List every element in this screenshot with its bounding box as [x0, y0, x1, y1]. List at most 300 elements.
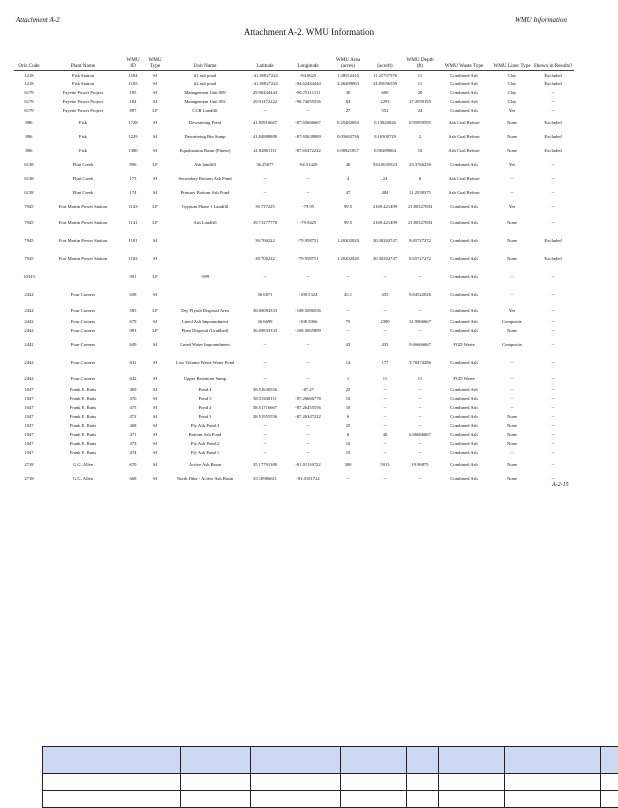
cell-wmu-depth: 11: [404, 71, 436, 80]
footer-header-cell: [43, 747, 181, 774]
cell-waste-type: Combined Ash: [436, 286, 492, 304]
cell-wmu-type: SI: [144, 386, 166, 395]
cell-shown-in-results: --: [532, 214, 574, 232]
footer-cell: [251, 774, 341, 791]
cell-latitude: 36.25677: [244, 158, 286, 172]
cell-plant-name: Frank E. Ratts: [44, 440, 122, 449]
table-row: [14, 472, 574, 486]
cell-wmu-type: SI: [144, 130, 166, 144]
cell-wmu-type: SI: [144, 440, 166, 449]
footer-cell: [439, 774, 505, 791]
cell-liner-type: Yes: [492, 158, 532, 172]
footer-cell: [601, 791, 618, 808]
cell-shown-in-results: --: [532, 354, 574, 372]
cell-wmu-depth: --: [404, 440, 436, 449]
cell-wmu-id: 185: [122, 89, 144, 98]
cell-wmu-area: 1: [330, 372, 366, 386]
cell-longitude: --: [286, 186, 330, 200]
cell-oris-code: 1047: [14, 395, 44, 404]
cell-oris-code: 2442: [14, 286, 44, 304]
cell-latitude: 39.737225: [244, 200, 286, 214]
cell-acreft: 552: [366, 107, 404, 116]
footer-cell: [439, 791, 505, 808]
cell-longitude: --: [286, 372, 330, 386]
cell-latitude: -41.85827222: [244, 80, 286, 89]
cell-wmu-type: LF: [144, 107, 166, 116]
table-row: [14, 268, 574, 286]
cell-liner-type: Yes: [492, 200, 532, 214]
cell-plant-name: G.G. Allen: [44, 472, 122, 486]
cell-unit-name: [166, 232, 244, 250]
table-row: [14, 186, 574, 200]
wmu-table: [14, 46, 574, 486]
cell-latitude: --: [244, 186, 286, 200]
cell-oris-code: 7945: [14, 200, 44, 214]
cell-acreft: 600: [366, 89, 404, 98]
cell-plant-name: Frank E. Ratts: [44, 413, 122, 422]
cell-wmu-id: 468: [122, 422, 144, 431]
cell-oris-code: 2442: [14, 327, 44, 336]
cell-unit-name: Fly Ash Pond 2: [166, 440, 244, 449]
cell-unit-name: [166, 286, 244, 304]
cell-wmu-area: --: [330, 304, 366, 318]
table-row: [14, 89, 574, 98]
cell-plant-name: Frank E. Ratts: [44, 395, 122, 404]
footer-cell: [43, 791, 181, 808]
cell-plant-name: Frank E. Ratts: [44, 431, 122, 440]
cell-longitude: --: [286, 440, 330, 449]
cell-wmu-depth: 6: [404, 172, 436, 186]
cell-plant-name: Four Corners: [44, 336, 122, 354]
cell-longitude: -94.51429: [286, 158, 330, 172]
cell-wmu-depth: 21.80327004: [404, 214, 436, 232]
cell-acreft: --: [366, 386, 404, 395]
cell-wmu-area: 4: [330, 172, 366, 186]
cell-unit-name: Dewatering Pond: [166, 116, 244, 130]
col-header-latitude: Latitude: [244, 46, 286, 71]
cell-wmu-id: 1229: [122, 130, 144, 144]
cell-acreft: 24.85656559: [366, 80, 404, 89]
cell-latitude: 36.6871: [244, 286, 286, 304]
cell-waste-type: Combined Ash: [436, 404, 492, 413]
cell-oris-code: 10343: [14, 268, 44, 286]
table-row: [14, 200, 574, 214]
cell-acreft: 2169.421499: [366, 200, 404, 214]
cell-unit-name: Dewatering Bin Sump: [166, 130, 244, 144]
cell-shown-in-results: --: [532, 318, 574, 327]
cell-wmu-area: --: [330, 268, 366, 286]
cell-oris-code: 6138: [14, 158, 44, 172]
cell-longitude: --: [286, 336, 330, 354]
cell-latitude: 29.90444444: [244, 89, 286, 98]
cell-wmu-type: SI: [144, 172, 166, 186]
cell-latitude: 39.71277778: [244, 214, 286, 232]
cell-unit-name: [166, 250, 244, 268]
page-number: A-2-15: [552, 482, 569, 488]
table-row: [14, 214, 574, 232]
cell-oris-code: 1047: [14, 449, 44, 458]
cell-acreft: 40: [366, 431, 404, 440]
footer-cell: [251, 791, 341, 808]
cell-wmu-depth: 9.78474286: [404, 354, 436, 372]
cell-wmu-id: 585: [122, 304, 144, 318]
cell-oris-code: 1218: [14, 71, 44, 80]
cell-longitude: -81.0101722: [286, 472, 330, 486]
cell-wmu-type: LF: [144, 214, 166, 232]
cell-latitude: -41.85827222: [244, 71, 286, 80]
cell-wmu-area: 99.5: [330, 214, 366, 232]
cell-wmu-type: SI: [144, 395, 166, 404]
cell-longitude: --: [286, 449, 330, 458]
table-row: [14, 336, 574, 354]
cell-waste-type: Combined Ash: [436, 449, 492, 458]
table-row: [14, 422, 574, 431]
cell-liner-type: None: [492, 458, 532, 472]
cell-longitude: -79.95: [286, 200, 330, 214]
cell-wmu-area: 43: [330, 336, 366, 354]
footer-cell: [181, 791, 251, 808]
cell-longitude: -96.74055556: [286, 98, 330, 107]
cell-latitude: 35.18986611: [244, 472, 286, 486]
cell-wmu-depth: 19.96875: [404, 458, 436, 472]
cell-shown-in-results: --: [532, 413, 574, 422]
cell-waste-type: Combined Ash: [436, 214, 492, 232]
cell-oris-code: 1047: [14, 386, 44, 395]
cell-latitude: 38.51630111: [244, 395, 286, 404]
cell-wmu-type: SI: [144, 458, 166, 472]
cell-liner-type: --: [492, 395, 532, 404]
cell-wmu-area: 1.20202020: [330, 232, 366, 250]
cell-plant-name: Flint Creek: [44, 158, 122, 172]
table-row: [14, 372, 574, 386]
cell-wmu-id: 897: [122, 107, 144, 116]
cell-wmu-area: 40: [330, 158, 366, 172]
cell-shown-in-results: --: [532, 304, 574, 318]
cell-oris-code: 886: [14, 130, 44, 144]
page-title: Attachment A-2. WMU Information: [0, 27, 618, 37]
cell-wmu-area: 6: [330, 431, 366, 440]
cell-unit-name: Pond 3: [166, 395, 244, 404]
cell-oris-code: 7945: [14, 250, 44, 268]
table-row: [14, 158, 574, 172]
cell-wmu-type: SI: [144, 472, 166, 486]
cell-shown-in-results: --: [532, 440, 574, 449]
cell-acreft: --: [366, 449, 404, 458]
cell-wmu-depth: 23.3766256: [404, 158, 436, 172]
cell-liner-type: None: [492, 422, 532, 431]
table-row: [14, 449, 574, 458]
cell-shown-in-results: Excluded: [532, 80, 574, 89]
cell-acreft: 30.30202747: [366, 250, 404, 268]
cell-unit-name: Pond 4: [166, 386, 244, 395]
cell-unit-name: Lined Water Impoundment: [166, 336, 244, 354]
cell-waste-type: Combined Ash: [436, 89, 492, 98]
cell-latitude: 36.69083333: [244, 304, 286, 318]
cell-liner-type: Composite: [492, 336, 532, 354]
cell-unit-name: Ash Landfill: [166, 214, 244, 232]
cell-oris-code: 2442: [14, 354, 44, 372]
cell-wmu-id: 474: [122, 449, 144, 458]
cell-liner-type: Clay: [492, 80, 532, 89]
cell-acreft: --: [366, 404, 404, 413]
cell-unit-name: #2 ash pond: [166, 80, 244, 89]
cell-wmu-depth: 31.9866667: [404, 318, 436, 327]
cell-plant-name: Fayette Power Project: [44, 89, 122, 98]
cell-shown-in-results: --: [532, 422, 574, 431]
footer-table-row: [43, 791, 618, 808]
cell-liner-type: None: [492, 472, 532, 486]
cell-waste-type: Ash Coal Refuse: [436, 172, 492, 186]
header-left: Attachment A-2: [16, 16, 60, 24]
cell-unit-name: Management Unit 002: [166, 98, 244, 107]
cell-liner-type: Composite: [492, 318, 532, 327]
col-header-wmu-type: WMU Type: [144, 46, 166, 71]
cell-wmu-type: SI: [144, 413, 166, 422]
cell-liner-type: --: [492, 186, 532, 200]
cell-waste-type: Ash Coal Refuse: [436, 130, 492, 144]
cell-waste-type: Combined Ash: [436, 422, 492, 431]
cell-latitude: --: [244, 268, 286, 286]
cell-oris-code: 2442: [14, 372, 44, 386]
cell-oris-code: 1047: [14, 431, 44, 440]
cell-wmu-id: 471: [122, 431, 144, 440]
cell-wmu-area: 6: [330, 413, 366, 422]
table-row: [14, 232, 574, 250]
cell-waste-type: Combined Ash: [436, 80, 492, 89]
cell-liner-type: None: [492, 413, 532, 422]
cell-waste-type: Combined Ash: [436, 386, 492, 395]
cell-oris-code: 1047: [14, 422, 44, 431]
table-row: [14, 404, 574, 413]
cell-latitude: --: [244, 431, 286, 440]
col-header-wmu-area: WMU Area (acres): [330, 46, 366, 71]
cell-liner-type: Yes: [492, 107, 532, 116]
cell-acreft: 0.13820026: [366, 116, 404, 130]
cell-oris-code: 1047: [14, 404, 44, 413]
cell-unit-name: CCR Landfill: [166, 107, 244, 116]
cell-plant-name: Fayette Power Project: [44, 98, 122, 107]
cell-wmu-area: 10: [330, 395, 366, 404]
cell-wmu-depth: 9.66666667: [404, 336, 436, 354]
cell-unit-name: Low Volume Waste Water Pond: [166, 354, 244, 372]
cell-wmu-id: 1380: [122, 144, 144, 158]
cell-shown-in-results: --: [532, 372, 574, 386]
cell-wmu-depth: 6.66666667: [404, 431, 436, 440]
cell-longitude: -87.65472222: [286, 144, 330, 158]
table-row: [14, 98, 574, 107]
cell-longitude: --: [286, 268, 330, 286]
cell-liner-type: --: [492, 404, 532, 413]
footer-header-cell: [407, 747, 439, 774]
cell-latitude: --: [244, 422, 286, 431]
cell-latitude: 29.91472222: [244, 98, 286, 107]
cell-wmu-type: SI: [144, 144, 166, 158]
cell-oris-code: 7945: [14, 232, 44, 250]
cell-waste-type: Combined Ash: [436, 71, 492, 80]
cell-waste-type: Ash Coal Refuse: [436, 116, 492, 130]
cell-longitude: -108.5324: [286, 286, 330, 304]
col-header-unit-name: Unit Name: [166, 46, 244, 71]
cell-longitude: --: [286, 422, 330, 431]
cell-latitude: 39.706222: [244, 232, 286, 250]
cell-latitude: 39.706222: [244, 250, 286, 268]
table-row: [14, 130, 574, 144]
cell-wmu-depth: 11: [404, 372, 436, 386]
cell-waste-type: Combined Ash: [436, 472, 492, 486]
col-header-liner-type: WMU Liner Type: [492, 46, 532, 71]
col-header-shown-in-results: Shown in Results?: [532, 46, 574, 71]
table-row: [14, 286, 574, 304]
cell-wmu-id: 469: [122, 386, 144, 395]
cell-wmu-area: 10: [330, 404, 366, 413]
table-row: [14, 354, 574, 372]
cell-wmu-area: 30: [330, 89, 366, 98]
cell-longitude: -79.9425: [286, 214, 330, 232]
cell-oris-code: 2442: [14, 318, 44, 327]
cell-wmu-type: SI: [144, 80, 166, 89]
cell-latitude: 41.84861111: [244, 144, 286, 158]
cell-liner-type: None: [492, 250, 532, 268]
cell-wmu-area: 0.00821857: [330, 144, 366, 158]
cell-oris-code: 6179: [14, 107, 44, 116]
cell-oris-code: 2442: [14, 304, 44, 318]
cell-shown-in-results: --: [532, 449, 574, 458]
table-row: [14, 318, 574, 327]
cell-unit-name: Fly Ash Pond 1: [166, 449, 244, 458]
footer-cell: [407, 791, 439, 808]
cell-oris-code: 886: [14, 116, 44, 130]
cell-acreft: 2169.421499: [366, 214, 404, 232]
cell-wmu-area: 25: [330, 386, 366, 395]
cell-plant-name: Fort Martin Power Station: [44, 200, 122, 214]
cell-wmu-depth: 10: [404, 144, 436, 158]
cell-oris-code: 6179: [14, 89, 44, 98]
cell-latitude: 35.17791389: [244, 458, 286, 472]
cell-latitude: --: [244, 449, 286, 458]
cell-wmu-depth: 9.64522026: [404, 286, 436, 304]
cell-wmu-depth: --: [404, 404, 436, 413]
cell-shown-in-results: --: [532, 89, 574, 98]
table-row: [14, 80, 574, 89]
cell-plant-name: Four Corners: [44, 318, 122, 327]
footer-header-cell: [601, 747, 618, 774]
footer-header-cell: [181, 747, 251, 774]
cell-shown-in-results: --: [532, 107, 574, 116]
cell-liner-type: --: [492, 354, 532, 372]
cell-wmu-area: --: [330, 472, 366, 486]
cell-wmu-area: 16: [330, 440, 366, 449]
table-header-row: [14, 46, 574, 71]
cell-wmu-depth: 21.80327004: [404, 200, 436, 214]
cell-unit-name: Lined Ash Impoundment: [166, 318, 244, 327]
cell-liner-type: None: [492, 327, 532, 336]
cell-wmu-depth: 24: [404, 107, 436, 116]
cell-liner-type: Clay: [492, 89, 532, 98]
cell-longitude: -108.5066: [286, 318, 330, 327]
cell-wmu-area: 10: [330, 449, 366, 458]
cell-shown-in-results: --: [532, 286, 574, 304]
footer-cell: [43, 774, 181, 791]
cell-unit-name: Equalization Basin (Flume): [166, 144, 244, 158]
cell-wmu-depth: --: [404, 472, 436, 486]
cell-shown-in-results: --: [532, 327, 574, 336]
cell-wmu-type: SI: [144, 336, 166, 354]
table-row: [14, 107, 574, 116]
cell-waste-type: Combined Ash: [436, 458, 492, 472]
cell-wmu-id: 184: [122, 98, 144, 107]
cell-longitude: --: [286, 354, 330, 372]
cell-waste-type: Combined Ash: [436, 200, 492, 214]
cell-waste-type: Combined Ash: [436, 268, 492, 286]
cell-latitude: --: [244, 372, 286, 386]
cell-acreft: 24: [366, 172, 404, 186]
footer-table: [42, 746, 618, 808]
table-row: [14, 304, 574, 318]
cell-plant-name: G.G. Allen: [44, 458, 122, 472]
cell-wmu-depth: --: [404, 413, 436, 422]
cell-plant-name: Fisk: [44, 144, 122, 158]
cell-latitude: 38.51955556: [244, 413, 286, 422]
cell-wmu-id: 174: [122, 186, 144, 200]
cell-oris-code: 1047: [14, 440, 44, 449]
cell-wmu-depth: --: [404, 422, 436, 431]
cell-latitude: --: [244, 354, 286, 372]
cell-wmu-type: LF: [144, 327, 166, 336]
col-header-acreft: (acreft): [366, 46, 404, 71]
cell-latitude: 38.51716667: [244, 404, 286, 413]
cell-acreft: 2293: [366, 98, 404, 107]
cell-longitude: -87.26347222: [286, 413, 330, 422]
cell-shown-in-results: --: [532, 458, 574, 472]
footer-header-cell: [341, 747, 407, 774]
cell-wmu-id: 1184: [122, 71, 144, 80]
cell-unit-name: Upper Retention Sump: [166, 372, 244, 386]
footer-cell: [505, 774, 601, 791]
cell-latitude: 41.84888889: [244, 130, 286, 144]
cell-acreft: --: [366, 472, 404, 486]
cell-longitude: -79.958751: [286, 232, 330, 250]
cell-acreft: --: [366, 327, 404, 336]
cell-liner-type: Clay: [492, 71, 532, 80]
cell-waste-type: Combined Ash: [436, 413, 492, 422]
cell-shown-in-results: --: [532, 268, 574, 286]
cell-liner-type: None: [492, 116, 532, 130]
cell-acreft: --: [366, 422, 404, 431]
cell-liner-type: --: [492, 449, 532, 458]
cell-liner-type: None: [492, 440, 532, 449]
cell-longitude: -79.958751: [286, 250, 330, 268]
cell-wmu-area: 1.38552416: [330, 71, 366, 80]
cell-wmu-id: 658: [122, 286, 144, 304]
cell-shown-in-results: --: [532, 172, 574, 186]
cell-wmu-type: LF: [144, 268, 166, 286]
cell-latitude: 38.51630556: [244, 386, 286, 395]
cell-wmu-area: 0.05692736: [330, 130, 366, 144]
footer-cell: [341, 791, 407, 808]
cell-liner-type: None: [492, 431, 532, 440]
col-header-wmu-id: WMU ID: [122, 46, 144, 71]
cell-oris-code: 1047: [14, 413, 44, 422]
cell-wmu-type: SI: [144, 404, 166, 413]
header-right: WMU Information: [515, 16, 567, 24]
table-row: [14, 71, 574, 80]
cell-wmu-id: 1182: [122, 250, 144, 268]
cell-plant-name: Flint Creek: [44, 186, 122, 200]
cell-latitude: --: [244, 107, 286, 116]
cell-wmu-id: 896: [122, 158, 144, 172]
cell-wmu-id: 1143: [122, 200, 144, 214]
cell-waste-type: Combined Ash: [436, 250, 492, 268]
